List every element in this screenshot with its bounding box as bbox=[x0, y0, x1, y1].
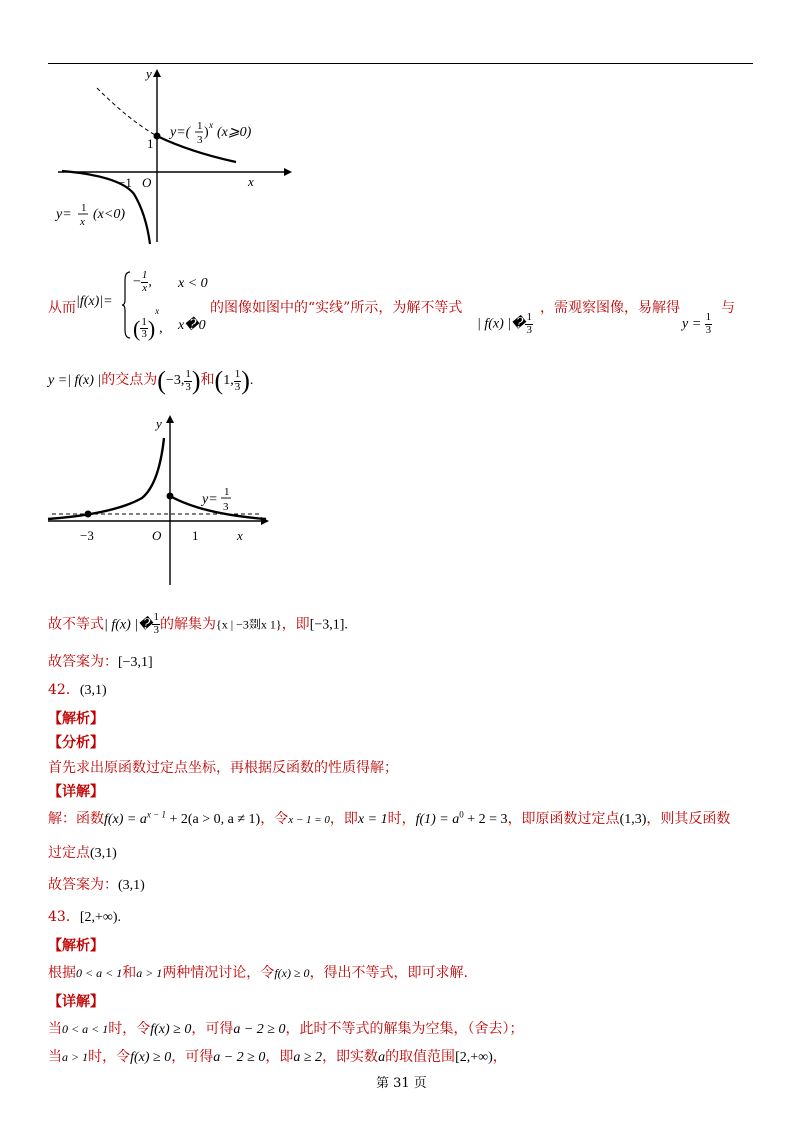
q42-analysis: 首先求出原函数过定点坐标，再根据反函数的性质得解； bbox=[48, 760, 398, 776]
q42-detail-line1: 解：函数$f(x) = a^{x - 1} + 2(a > 0$, a ≠ 1)，令x − 1 = 0，即x = 1时，$f(1) = a^0 + 2 = 3$，即原函数过定点(1,3)，则其反函数 bbox=[48, 809, 731, 827]
svg-text:y=(: y=( bbox=[170, 125, 191, 140]
piecewise-case-1: − $\frac{1}{x}$ , bbox=[133, 269, 152, 294]
dashed-curve bbox=[97, 88, 157, 136]
line1-text-c: 与 bbox=[721, 300, 735, 316]
svg-text:(x⩾0): (x⩾0) bbox=[217, 125, 252, 140]
line3: 故不等式| f(x) |� $\frac{1}{3}$ 的解集为{x | −3剟x 1}，即[−3,1]. bbox=[48, 611, 348, 636]
svg-text:1: 1 bbox=[224, 486, 230, 498]
svg-text:x: x bbox=[209, 120, 213, 130]
header-rule bbox=[48, 63, 753, 64]
x-axis-arrow bbox=[284, 168, 292, 176]
y-axis-label: y bbox=[156, 416, 162, 431]
piecewise-cond-2: x�0 bbox=[178, 318, 206, 333]
svg-text:x: x bbox=[80, 216, 85, 228]
answer-42: 故答案为：(3,1) bbox=[48, 877, 145, 893]
piecewise-case-2: ( $\frac{1}{3}$ )$^x$, bbox=[133, 306, 163, 341]
label-reciprocal bbox=[54, 202, 125, 228]
tick-1: 1 bbox=[147, 136, 154, 151]
line1-yeq: y = $\frac{1}{3}$ bbox=[682, 311, 712, 336]
q43-case2: 当a > 1时，令f(x) ≥ 0，可得a − 2 ≥ 0，即a ≥ 2，即实数a的取值范围[2,+∞)， bbox=[48, 1049, 507, 1065]
graph-abs-piecewise-2 bbox=[44, 410, 280, 590]
tick-neg3: −3 bbox=[80, 528, 94, 543]
svg-text:3: 3 bbox=[223, 501, 229, 513]
svg-text:1: 1 bbox=[81, 202, 87, 214]
q42-fenxi: 【分析】 bbox=[48, 735, 104, 751]
answer-41: 故答案为：[−3,1] bbox=[48, 654, 153, 670]
label-exp bbox=[168, 120, 252, 146]
tick-1: 1 bbox=[192, 528, 199, 543]
q43-header: 43．[2,+∞). bbox=[48, 909, 122, 925]
svg-text:y=: y= bbox=[56, 207, 72, 222]
line1-text-b: ，需观察图像，易解得 bbox=[540, 300, 680, 316]
curve-right bbox=[170, 496, 266, 519]
q43-jiexi: 【解析】 bbox=[48, 938, 104, 954]
point-0-1 bbox=[167, 493, 174, 500]
line1-lead: 从而 bbox=[48, 300, 76, 316]
q42-jiexi: 【解析】 bbox=[48, 711, 104, 727]
x-axis-label: x bbox=[237, 528, 243, 543]
line1-lhs: |f(x)|= bbox=[76, 294, 113, 309]
svg-text:1: 1 bbox=[197, 120, 203, 132]
q42-detail-line2: 过定点(3,1) bbox=[48, 845, 117, 861]
tick-neg1: −1 bbox=[118, 175, 132, 190]
y-axis-label: y bbox=[146, 66, 152, 81]
svg-text:y=: y= bbox=[202, 492, 218, 507]
line1-text-a: 的图像如图中的“实线”所示，为解不等式 bbox=[210, 300, 463, 316]
point-0-1 bbox=[154, 133, 161, 140]
y-axis-arrow bbox=[166, 415, 174, 423]
piecewise-brace bbox=[121, 270, 131, 340]
page-number: 第 31 页 bbox=[376, 1076, 427, 1091]
x-axis-label: x bbox=[248, 174, 254, 189]
line1-ineq: | f(x) |� $\frac{1}{3}$ bbox=[477, 311, 532, 336]
origin-label: O bbox=[152, 528, 162, 543]
q42-header: 42．(3,1) bbox=[48, 682, 107, 698]
svg-text:): ) bbox=[204, 125, 209, 140]
piecewise-cond-1: x < 0 bbox=[178, 276, 208, 291]
line2: y =| f(x) |的交点为(−3, $\frac{1}{3}$ )和(1, $\frac{1}{3}$ ). bbox=[48, 366, 254, 395]
q42-xiangjie: 【详解】 bbox=[48, 784, 104, 800]
point-neg3 bbox=[85, 511, 92, 518]
svg-text:3: 3 bbox=[197, 134, 203, 146]
q43-analysis: 根据0 < a < 1和a > 1两种情况讨论，令f(x) ≥ 0，得出不等式，即可求解. bbox=[48, 965, 469, 981]
svg-text:(x<0): (x<0) bbox=[93, 207, 125, 222]
origin-label: O bbox=[142, 175, 152, 190]
graph-abs-piecewise-1 bbox=[40, 66, 300, 248]
q43-xiangjie: 【详解】 bbox=[48, 994, 104, 1010]
y-axis-arrow bbox=[153, 69, 161, 77]
curve-left bbox=[48, 438, 164, 519]
q43-case1: 当0 < a < 1时，令f(x) ≥ 0，可得a − 2 ≥ 0，此时不等式的解集为空集，（舍去）； bbox=[48, 1021, 524, 1037]
